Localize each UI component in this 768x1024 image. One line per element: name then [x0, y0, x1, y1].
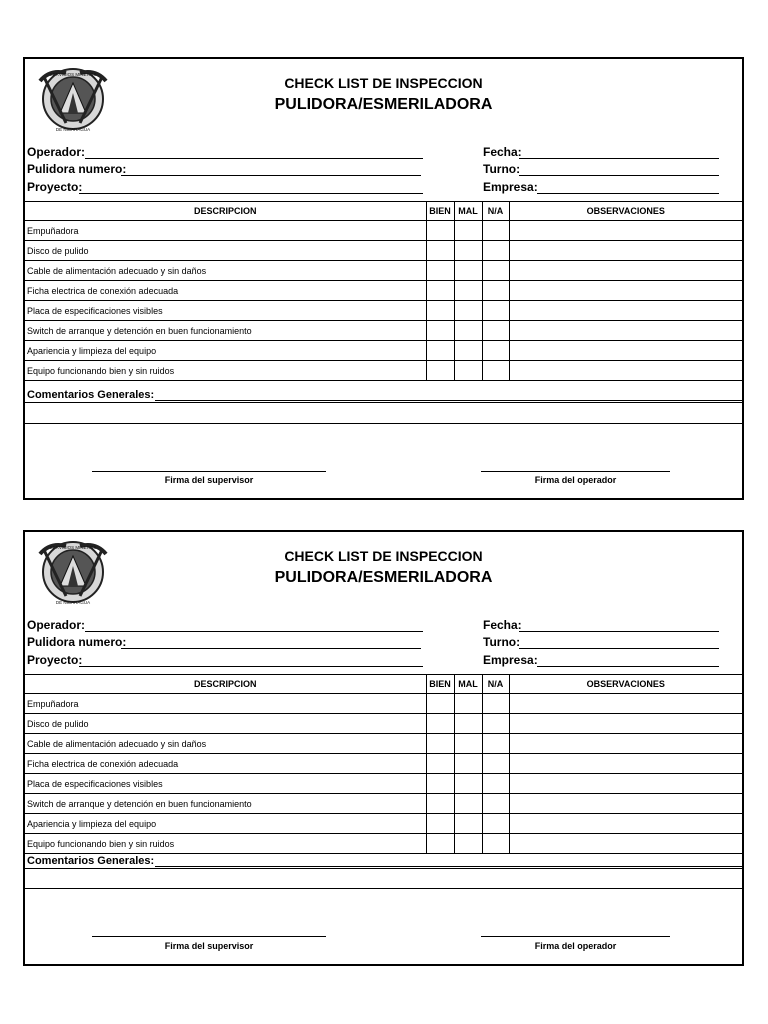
- row-mal-cell[interactable]: [454, 754, 482, 774]
- row-observaciones-cell[interactable]: [509, 241, 742, 261]
- table-row: [25, 261, 742, 281]
- row-descripcion: Ficha electrica de conexión adecuada: [25, 281, 426, 301]
- firma-operador-label: Firma del operador: [534, 475, 617, 485]
- row-observaciones-cell[interactable]: [509, 734, 742, 754]
- table-row: [25, 834, 742, 854]
- empresa-field[interactable]: [537, 193, 719, 194]
- firma-supervisor-label: Firma del supervisor: [164, 475, 254, 485]
- row-descripcion: Apariencia y limpieza del equipo: [25, 814, 426, 834]
- proyecto-label: Proyecto:: [27, 653, 83, 667]
- row-descripcion: Disco de pulido: [25, 241, 426, 261]
- fecha-label: Fecha:: [483, 618, 522, 632]
- proyecto-field[interactable]: [79, 193, 423, 194]
- row-mal-cell[interactable]: [454, 241, 482, 261]
- comentarios-line[interactable]: [25, 888, 742, 889]
- table-row: [25, 221, 742, 241]
- turno-field[interactable]: [519, 648, 719, 649]
- comentarios-line[interactable]: [25, 423, 742, 424]
- inspection-table: [25, 201, 742, 381]
- table-row: [25, 341, 742, 361]
- row-observaciones-cell[interactable]: [509, 301, 742, 321]
- logo-text-top: SERVICIOS MINEROS: [49, 545, 97, 550]
- operador-field[interactable]: [85, 158, 423, 159]
- row-na-cell[interactable]: [482, 241, 509, 261]
- row-descripcion: Ficha electrica de conexión adecuada: [25, 754, 426, 774]
- turno-label: Turno:: [483, 162, 521, 176]
- form-title: CHECK LIST DE INSPECCION: [284, 75, 483, 91]
- table-row: [25, 694, 742, 714]
- row-na-cell[interactable]: [482, 301, 509, 321]
- row-observaciones-cell[interactable]: [509, 714, 742, 734]
- table-row: [25, 301, 742, 321]
- pulidora-numero-label: Pulidora numero:: [27, 635, 127, 649]
- table-row: [25, 774, 742, 794]
- row-bien-cell[interactable]: [426, 221, 454, 241]
- row-observaciones-cell[interactable]: [509, 794, 742, 814]
- row-bien-cell[interactable]: [426, 341, 454, 361]
- table-row: [25, 814, 742, 834]
- row-bien-cell[interactable]: [426, 361, 454, 381]
- form-subtitle: PULIDORA/ESMERILADORA: [274, 96, 493, 113]
- row-bien-cell[interactable]: [426, 714, 454, 734]
- row-na-cell[interactable]: [482, 774, 509, 794]
- table-header-row: [25, 675, 742, 694]
- firma-supervisor-line[interactable]: [92, 936, 326, 937]
- header-na: N/A: [482, 675, 509, 694]
- row-observaciones-cell[interactable]: [509, 221, 742, 241]
- row-observaciones-cell[interactable]: [509, 321, 742, 341]
- empresa-label: Empresa:: [483, 180, 538, 194]
- row-observaciones-cell[interactable]: [509, 814, 742, 834]
- row-observaciones-cell[interactable]: [509, 281, 742, 301]
- table-row: [25, 714, 742, 734]
- table-header-row: [25, 202, 742, 221]
- row-descripcion: Switch de arranque y detención en buen funcionamiento: [25, 794, 426, 814]
- inspection-table: [25, 674, 742, 854]
- row-mal-cell[interactable]: [454, 281, 482, 301]
- row-observaciones-cell[interactable]: [509, 341, 742, 361]
- operador-label: Operador:: [27, 145, 86, 159]
- row-na-cell[interactable]: [482, 834, 509, 854]
- turno-label: Turno:: [483, 635, 521, 649]
- row-mal-cell[interactable]: [454, 734, 482, 754]
- row-descripcion: Apariencia y limpieza del equipo: [25, 341, 426, 361]
- row-observaciones-cell[interactable]: [509, 261, 742, 281]
- row-na-cell[interactable]: [482, 714, 509, 734]
- header-descripcion: DESCRIPCION: [25, 202, 426, 221]
- row-mal-cell[interactable]: [454, 814, 482, 834]
- header-mal: MAL: [454, 675, 482, 694]
- header-observaciones: OBSERVACIONES: [509, 202, 742, 221]
- pulidora-numero-field[interactable]: [121, 175, 421, 176]
- fecha-field[interactable]: [519, 158, 719, 159]
- row-bien-cell[interactable]: [426, 281, 454, 301]
- row-descripcion: Equipo funcionando bien y sin ruidos: [25, 361, 426, 381]
- row-descripcion: Placa de especificaciones visibles: [25, 774, 426, 794]
- operador-field[interactable]: [85, 631, 423, 632]
- row-na-cell[interactable]: [482, 754, 509, 774]
- header-mal: MAL: [454, 202, 482, 221]
- row-descripcion: Cable de alimentación adecuado y sin daños: [25, 734, 426, 754]
- row-na-cell[interactable]: [482, 734, 509, 754]
- row-descripcion: Cable de alimentación adecuado y sin daños: [25, 261, 426, 281]
- row-descripcion: Empuñadora: [25, 694, 426, 714]
- row-na-cell[interactable]: [482, 281, 509, 301]
- row-mal-cell[interactable]: [454, 221, 482, 241]
- firma-operador-line[interactable]: [481, 471, 670, 472]
- row-mal-cell[interactable]: [454, 301, 482, 321]
- turno-field[interactable]: [519, 175, 719, 176]
- table-row: [25, 754, 742, 774]
- table-row: [25, 794, 742, 814]
- row-bien-cell[interactable]: [426, 261, 454, 281]
- proyecto-field[interactable]: [79, 666, 423, 667]
- row-mal-cell[interactable]: [454, 694, 482, 714]
- comentarios-generales-field[interactable]: [155, 400, 742, 401]
- row-descripcion: Disco de pulido: [25, 714, 426, 734]
- form-title: CHECK LIST DE INSPECCION: [284, 548, 483, 564]
- logo-text-bottom: DE NICARAGUA: [55, 600, 91, 605]
- pulidora-numero-label: Pulidora numero:: [27, 162, 127, 176]
- firma-supervisor-line[interactable]: [92, 471, 326, 472]
- row-observaciones-cell[interactable]: [509, 774, 742, 794]
- form-subtitle: PULIDORA/ESMERILADORA: [274, 569, 493, 586]
- comentarios-generales-label: Comentarios Generales:: [27, 855, 155, 867]
- table-row: [25, 361, 742, 381]
- logo-text-top: SERVICIOS MINEROS: [49, 72, 97, 77]
- proyecto-label: Proyecto:: [27, 180, 83, 194]
- row-bien-cell[interactable]: [426, 774, 454, 794]
- row-observaciones-cell[interactable]: [509, 694, 742, 714]
- comentarios-line[interactable]: [25, 402, 742, 403]
- row-bien-cell[interactable]: [426, 321, 454, 341]
- firma-supervisor-label: Firma del supervisor: [164, 941, 254, 951]
- row-mal-cell[interactable]: [454, 834, 482, 854]
- row-mal-cell[interactable]: [454, 714, 482, 734]
- comentarios-generales-field[interactable]: [155, 866, 742, 867]
- row-mal-cell[interactable]: [454, 261, 482, 281]
- row-na-cell[interactable]: [482, 261, 509, 281]
- firma-operador-label: Firma del operador: [534, 941, 617, 951]
- empresa-label: Empresa:: [483, 653, 538, 667]
- row-observaciones-cell[interactable]: [509, 754, 742, 774]
- row-na-cell[interactable]: [482, 221, 509, 241]
- row-bien-cell[interactable]: [426, 734, 454, 754]
- row-bien-cell[interactable]: [426, 301, 454, 321]
- row-descripcion: Switch de arranque y detención en buen funcionamiento: [25, 321, 426, 341]
- comentarios-generales-label: Comentarios Generales:: [27, 389, 155, 401]
- row-bien-cell[interactable]: [426, 834, 454, 854]
- row-na-cell[interactable]: [482, 321, 509, 341]
- table-row: [25, 734, 742, 754]
- header-observaciones: OBSERVACIONES: [509, 675, 742, 694]
- checklist-form-bottom: [23, 530, 744, 966]
- operador-label: Operador:: [27, 618, 86, 632]
- header-bien: BIEN: [426, 202, 454, 221]
- header-bien: BIEN: [426, 675, 454, 694]
- row-mal-cell[interactable]: [454, 361, 482, 381]
- row-na-cell[interactable]: [482, 341, 509, 361]
- row-bien-cell[interactable]: [426, 754, 454, 774]
- header-na: N/A: [482, 202, 509, 221]
- header-descripcion: DESCRIPCION: [25, 675, 426, 694]
- row-na-cell[interactable]: [482, 361, 509, 381]
- row-mal-cell[interactable]: [454, 341, 482, 361]
- row-na-cell[interactable]: [482, 794, 509, 814]
- pulidora-numero-field[interactable]: [121, 648, 421, 649]
- empresa-field[interactable]: [537, 666, 719, 667]
- table-row: [25, 241, 742, 261]
- row-bien-cell[interactable]: [426, 814, 454, 834]
- row-observaciones-cell[interactable]: [509, 834, 742, 854]
- logo-text-bottom: DE NICARAGUA: [55, 127, 91, 132]
- firma-operador-line[interactable]: [481, 936, 670, 937]
- row-descripcion: Placa de especificaciones visibles: [25, 301, 426, 321]
- row-descripcion: Equipo funcionando bien y sin ruidos: [25, 834, 426, 854]
- row-mal-cell[interactable]: [454, 321, 482, 341]
- row-bien-cell[interactable]: [426, 794, 454, 814]
- row-bien-cell[interactable]: [426, 241, 454, 261]
- row-na-cell[interactable]: [482, 694, 509, 714]
- row-mal-cell[interactable]: [454, 794, 482, 814]
- fecha-field[interactable]: [519, 631, 719, 632]
- comentarios-line[interactable]: [25, 868, 742, 869]
- row-bien-cell[interactable]: [426, 694, 454, 714]
- row-observaciones-cell[interactable]: [509, 361, 742, 381]
- fecha-label: Fecha:: [483, 145, 522, 159]
- row-descripcion: Empuñadora: [25, 221, 426, 241]
- row-na-cell[interactable]: [482, 814, 509, 834]
- table-row: [25, 321, 742, 341]
- row-mal-cell[interactable]: [454, 774, 482, 794]
- table-row: [25, 281, 742, 301]
- checklist-form-top: [23, 57, 744, 500]
